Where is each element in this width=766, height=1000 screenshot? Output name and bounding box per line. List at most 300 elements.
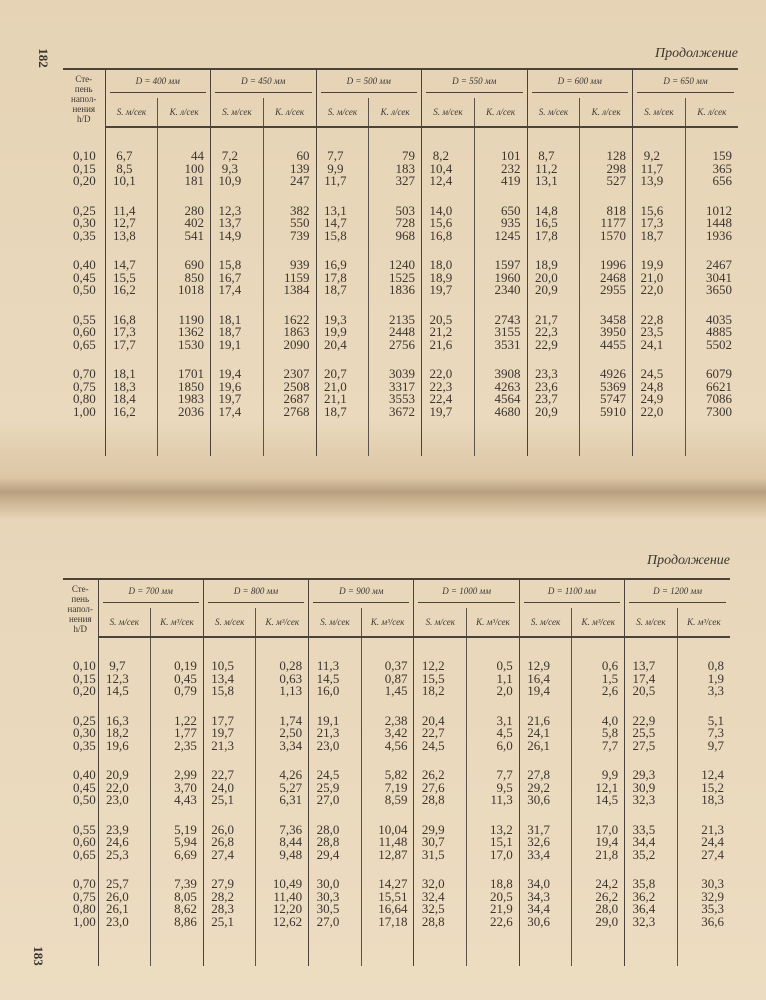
fill-degree-header: Сте- пень напол- нения h/D: [63, 69, 105, 127]
velocity-cell: 15,5: [105, 272, 158, 285]
discharge-subheader: K. м³/сек: [361, 608, 414, 637]
velocity-cell: 19,4: [211, 368, 264, 381]
discharge-cell: 2,6: [572, 685, 625, 698]
discharge-cell: 4,26: [256, 769, 309, 782]
velocity-cell: 29,4: [309, 849, 362, 862]
velocity-cell: 7,7: [316, 150, 369, 163]
discharge-subheader: K. л/сек: [158, 98, 211, 127]
discharge-cell: 16,64: [361, 903, 414, 916]
discharge-cell: 327: [369, 175, 422, 188]
discharge-cell: 550: [263, 217, 316, 230]
velocity-cell: 17,4: [211, 284, 264, 297]
discharge-cell: 6,69: [151, 849, 204, 862]
discharge-cell: 20,5: [467, 891, 520, 904]
discharge-cell: 14,27: [361, 878, 414, 891]
discharge-cell: 5,1: [677, 715, 730, 728]
fill-degree-cell: 0,50: [73, 792, 96, 807]
discharge-cell: 5,8: [572, 727, 625, 740]
discharge-cell: 8,86: [151, 916, 204, 929]
discharge-cell: 24,4: [677, 836, 730, 849]
discharge-cell: 1850: [158, 381, 211, 394]
discharge-cell: 4035: [685, 314, 738, 327]
velocity-cell: 18,1: [211, 314, 264, 327]
velocity-cell: 34,4: [625, 836, 678, 849]
discharge-cell: 4,43: [151, 794, 204, 807]
velocity-cell: 19,7: [422, 284, 475, 297]
discharge-cell: 3041: [685, 272, 738, 285]
velocity-cell: 19,7: [203, 727, 256, 740]
velocity-cell: 26,1: [519, 740, 572, 753]
diameter-header: [309, 579, 414, 608]
velocity-cell: 30,5: [309, 903, 362, 916]
discharge-cell: 1159: [263, 272, 316, 285]
diameter-header: [633, 69, 739, 98]
velocity-cell: 16,5: [527, 217, 580, 230]
discharge-cell: 181: [158, 175, 211, 188]
table-row: [63, 175, 738, 188]
discharge-cell: 12,4: [677, 769, 730, 782]
diameter-header: [211, 69, 317, 98]
discharge-cell: 0,19: [151, 660, 204, 673]
flow-table-top: [63, 68, 738, 456]
discharge-cell: 60: [263, 150, 316, 163]
velocity-cell: 34,0: [519, 878, 572, 891]
discharge-cell: 4564: [474, 393, 527, 406]
discharge-cell: 1448: [685, 217, 738, 230]
velocity-cell: 9,7: [98, 660, 151, 673]
velocity-cell: 22,0: [422, 368, 475, 381]
velocity-cell: 20,5: [422, 314, 475, 327]
flow-table-bottom: [63, 578, 730, 966]
velocity-cell: 31,7: [519, 824, 572, 837]
velocity-cell: 14,0: [422, 205, 475, 218]
velocity-cell: 16,9: [316, 259, 369, 272]
discharge-cell: 2,38: [361, 715, 414, 728]
fill-degree-cell: 1,00: [73, 403, 96, 419]
velocity-cell: 13,1: [527, 175, 580, 188]
velocity-cell: 22,9: [625, 715, 678, 728]
discharge-cell: 3553: [369, 393, 422, 406]
velocity-cell: 11,7: [316, 175, 369, 188]
discharge-cell: 1960: [474, 272, 527, 285]
velocity-cell: 21,0: [316, 381, 369, 394]
velocity-cell: 27,0: [309, 794, 362, 807]
velocity-cell: 25,5: [625, 727, 678, 740]
discharge-cell: 1012: [685, 205, 738, 218]
velocity-cell: 28,8: [414, 794, 467, 807]
velocity-cell: 12,9: [519, 660, 572, 673]
velocity-cell: 9,3: [211, 163, 264, 176]
diameter-label: D = 500 мм: [321, 76, 418, 93]
discharge-cell: 1240: [369, 259, 422, 272]
velocity-cell: 8,5: [105, 163, 158, 176]
discharge-cell: 7,19: [361, 782, 414, 795]
continuation-label-top: Продолжение: [655, 46, 738, 61]
velocity-cell: 17,7: [105, 339, 158, 352]
velocity-cell: 27,8: [519, 769, 572, 782]
discharge-cell: 247: [263, 175, 316, 188]
discharge-cell: 8,44: [256, 836, 309, 849]
velocity-subheader: S. м/сек: [211, 98, 264, 127]
discharge-cell: 3458: [580, 314, 633, 327]
discharge-subheader: K. м³/сек: [677, 608, 730, 637]
velocity-cell: 10,4: [422, 163, 475, 176]
discharge-cell: 3,42: [361, 727, 414, 740]
table-row: [63, 685, 730, 698]
velocity-cell: 22,3: [422, 381, 475, 394]
discharge-cell: 2340: [474, 284, 527, 297]
fill-degree-cell: 0,75: [73, 888, 96, 904]
velocity-cell: 20,4: [316, 339, 369, 352]
fill-degree-cell: 0,55: [73, 821, 96, 837]
velocity-cell: 12,4: [422, 175, 475, 188]
velocity-cell: 22,9: [527, 339, 580, 352]
velocity-cell: 36,2: [625, 891, 678, 904]
velocity-cell: 18,7: [211, 326, 264, 339]
discharge-cell: 12,20: [256, 903, 309, 916]
velocity-cell: 23,3: [527, 368, 580, 381]
discharge-cell: 0,87: [361, 673, 414, 686]
discharge-cell: 4926: [580, 368, 633, 381]
discharge-cell: 21,9: [467, 903, 520, 916]
fill-degree-cell: 0,35: [73, 737, 96, 753]
velocity-cell: 32,3: [625, 794, 678, 807]
velocity-cell: 8,7: [527, 150, 580, 163]
discharge-cell: 21,8: [572, 849, 625, 862]
velocity-subheader: S. м/сек: [422, 98, 475, 127]
velocity-cell: 9,2: [633, 150, 686, 163]
velocity-cell: 12,3: [98, 673, 151, 686]
velocity-cell: 18,9: [527, 259, 580, 272]
diameter-header: [422, 69, 528, 98]
discharge-cell: 850: [158, 272, 211, 285]
discharge-cell: 728: [369, 217, 422, 230]
velocity-cell: 19,9: [316, 326, 369, 339]
discharge-cell: 18,8: [467, 878, 520, 891]
discharge-cell: 0,45: [151, 673, 204, 686]
discharge-cell: 0,63: [256, 673, 309, 686]
discharge-cell: 5910: [580, 406, 633, 419]
velocity-cell: 28,2: [203, 891, 256, 904]
diameter-header: [527, 69, 633, 98]
discharge-cell: 79: [369, 150, 422, 163]
velocity-subheader: S. м/сек: [203, 608, 256, 637]
velocity-cell: 19,6: [98, 740, 151, 753]
discharge-cell: 2768: [263, 406, 316, 419]
discharge-cell: 1570: [580, 230, 633, 243]
velocity-cell: 33,5: [625, 824, 678, 837]
discharge-cell: 1622: [263, 314, 316, 327]
velocity-cell: 31,5: [414, 849, 467, 862]
discharge-cell: 402: [158, 217, 211, 230]
velocity-cell: 19,1: [211, 339, 264, 352]
velocity-cell: 34,3: [519, 891, 572, 904]
velocity-cell: 11,2: [527, 163, 580, 176]
velocity-cell: 20,0: [527, 272, 580, 285]
discharge-cell: 1936: [685, 230, 738, 243]
velocity-cell: 17,8: [527, 230, 580, 243]
velocity-cell: 21,7: [527, 314, 580, 327]
velocity-cell: 28,8: [414, 916, 467, 929]
velocity-cell: 17,4: [625, 673, 678, 686]
diameter-label: D = 650 мм: [637, 76, 734, 93]
discharge-cell: 4263: [474, 381, 527, 394]
velocity-cell: 28,8: [309, 836, 362, 849]
velocity-cell: 20,9: [527, 284, 580, 297]
velocity-cell: 11,3: [309, 660, 362, 673]
discharge-cell: 1,1: [467, 673, 520, 686]
velocity-cell: 36,4: [625, 903, 678, 916]
velocity-cell: 15,8: [316, 230, 369, 243]
velocity-cell: 13,9: [633, 175, 686, 188]
discharge-cell: 7,7: [572, 740, 625, 753]
discharge-cell: 5,94: [151, 836, 204, 849]
velocity-cell: 32,4: [414, 891, 467, 904]
velocity-cell: 27,6: [414, 782, 467, 795]
discharge-cell: 2687: [263, 393, 316, 406]
discharge-cell: 0,5: [467, 660, 520, 673]
diameter-label: D = 450 мм: [215, 76, 312, 93]
velocity-subheader: S. м/сек: [414, 608, 467, 637]
discharge-cell: 1525: [369, 272, 422, 285]
discharge-cell: 5369: [580, 381, 633, 394]
discharge-cell: 3672: [369, 406, 422, 419]
discharge-subheader: K. л/сек: [474, 98, 527, 127]
discharge-cell: 0,37: [361, 660, 414, 673]
discharge-cell: 280: [158, 205, 211, 218]
velocity-cell: 20,4: [414, 715, 467, 728]
velocity-cell: 18,7: [316, 406, 369, 419]
velocity-cell: 16,3: [98, 715, 151, 728]
discharge-cell: 3908: [474, 368, 527, 381]
velocity-cell: 19,7: [211, 393, 264, 406]
velocity-cell: 12,2: [414, 660, 467, 673]
discharge-cell: 4455: [580, 339, 633, 352]
velocity-cell: 16,2: [105, 406, 158, 419]
discharge-cell: 22,6: [467, 916, 520, 929]
discharge-cell: 2135: [369, 314, 422, 327]
discharge-cell: 6,0: [467, 740, 520, 753]
discharge-cell: 298: [580, 163, 633, 176]
diameter-header: [519, 579, 624, 608]
diameter-header: [105, 69, 211, 98]
discharge-cell: 2,0: [467, 685, 520, 698]
fill-degree-cell: 0,20: [73, 173, 96, 188]
velocity-cell: 18,9: [422, 272, 475, 285]
velocity-cell: 15,6: [633, 205, 686, 218]
fill-degree-cell: 0,10: [73, 148, 96, 163]
velocity-cell: 16,8: [105, 314, 158, 327]
velocity-cell: 26,1: [98, 903, 151, 916]
discharge-cell: 1,9: [677, 673, 730, 686]
fill-degree-cell: 0,15: [73, 160, 96, 176]
discharge-cell: 1,45: [361, 685, 414, 698]
diameter-header: [316, 69, 422, 98]
discharge-cell: 44: [158, 150, 211, 163]
table-row: [63, 284, 738, 297]
fill-degree-cell: 0,35: [73, 227, 96, 243]
velocity-cell: 25,1: [203, 794, 256, 807]
discharge-subheader: K. л/сек: [263, 98, 316, 127]
velocity-cell: 21,3: [309, 727, 362, 740]
diameter-label: D = 1100 мм: [524, 586, 620, 603]
discharge-cell: 0,79: [151, 685, 204, 698]
discharge-cell: 6,31: [256, 794, 309, 807]
discharge-cell: 11,3: [467, 794, 520, 807]
discharge-cell: 18,3: [677, 794, 730, 807]
velocity-cell: 18,2: [98, 727, 151, 740]
velocity-cell: 20,7: [316, 368, 369, 381]
discharge-cell: 8,62: [151, 903, 204, 916]
discharge-cell: 1177: [580, 217, 633, 230]
velocity-cell: 24,1: [519, 727, 572, 740]
velocity-cell: 21,1: [316, 393, 369, 406]
fill-degree-cell: 0,65: [73, 846, 96, 862]
discharge-cell: 2743: [474, 314, 527, 327]
discharge-cell: 3039: [369, 368, 422, 381]
discharge-cell: 1701: [158, 368, 211, 381]
discharge-cell: 10,04: [361, 824, 414, 837]
fill-degree-cell: 0,70: [73, 876, 96, 891]
velocity-cell: 27,5: [625, 740, 678, 753]
discharge-subheader: K. м³/сек: [151, 608, 204, 637]
velocity-cell: 25,7: [98, 878, 151, 891]
discharge-subheader: K. м³/сек: [256, 608, 309, 637]
velocity-cell: 22,0: [98, 782, 151, 795]
velocity-cell: 15,8: [211, 259, 264, 272]
discharge-cell: 15,2: [677, 782, 730, 795]
discharge-cell: 1,77: [151, 727, 204, 740]
fill-degree-cell: 0,80: [73, 901, 96, 916]
velocity-cell: 21,0: [633, 272, 686, 285]
discharge-cell: 11,40: [256, 891, 309, 904]
discharge-cell: 128: [580, 150, 633, 163]
discharge-cell: 1863: [263, 326, 316, 339]
velocity-cell: 13,7: [625, 660, 678, 673]
velocity-cell: 25,3: [98, 849, 151, 862]
velocity-cell: 23,5: [633, 326, 686, 339]
diameter-label: D = 900 мм: [313, 586, 409, 603]
discharge-cell: 7,3: [677, 727, 730, 740]
velocity-cell: 14,9: [211, 230, 264, 243]
discharge-cell: 5,19: [151, 824, 204, 837]
discharge-cell: 3950: [580, 326, 633, 339]
discharge-cell: 10,49: [256, 878, 309, 891]
diameter-header: [98, 579, 203, 608]
discharge-cell: 6079: [685, 368, 738, 381]
discharge-cell: 32,9: [677, 891, 730, 904]
discharge-cell: 139: [263, 163, 316, 176]
velocity-cell: 26,0: [203, 824, 256, 837]
velocity-cell: 32,5: [414, 903, 467, 916]
velocity-cell: 22,3: [527, 326, 580, 339]
discharge-cell: 650: [474, 205, 527, 218]
velocity-cell: 23,7: [527, 393, 580, 406]
discharge-cell: 27,4: [677, 849, 730, 862]
velocity-cell: 35,8: [625, 878, 678, 891]
discharge-cell: 1362: [158, 326, 211, 339]
discharge-cell: 3,1: [467, 715, 520, 728]
velocity-subheader: S. м/сек: [105, 98, 158, 127]
fill-degree-cell: 0,80: [73, 391, 96, 406]
discharge-cell: 1597: [474, 259, 527, 272]
velocity-cell: 19,6: [211, 381, 264, 394]
fill-degree-cell: 0,45: [73, 779, 96, 795]
page-number-top: 182: [35, 48, 51, 68]
fill-degree-cell: 0,60: [73, 834, 96, 849]
velocity-cell: 17,7: [203, 715, 256, 728]
fill-degree-cell: 0,20: [73, 683, 96, 698]
discharge-cell: 365: [685, 163, 738, 176]
diameter-label: D = 1200 мм: [629, 586, 726, 603]
velocity-cell: 16,4: [519, 673, 572, 686]
discharge-cell: 28,0: [572, 903, 625, 916]
discharge-cell: 1996: [580, 259, 633, 272]
fill-degree-cell: 0,75: [73, 378, 96, 394]
velocity-cell: 21,6: [519, 715, 572, 728]
fill-degree-header: Сте- пень напол- нения h/D: [63, 579, 98, 637]
discharge-cell: 2,50: [256, 727, 309, 740]
discharge-cell: 232: [474, 163, 527, 176]
discharge-cell: 9,48: [256, 849, 309, 862]
velocity-cell: 12,3: [211, 205, 264, 218]
velocity-cell: 13,7: [211, 217, 264, 230]
discharge-subheader: K. л/сек: [685, 98, 738, 127]
fill-degree-cell: 1,00: [73, 913, 96, 929]
discharge-cell: 7,39: [151, 878, 204, 891]
velocity-cell: 18,7: [316, 284, 369, 297]
velocity-cell: 17,3: [633, 217, 686, 230]
discharge-cell: 13,2: [467, 824, 520, 837]
discharge-cell: 4,0: [572, 715, 625, 728]
velocity-cell: 30,9: [625, 782, 678, 795]
velocity-subheader: S. м/сек: [98, 608, 151, 637]
discharge-cell: 968: [369, 230, 422, 243]
discharge-cell: 3650: [685, 284, 738, 297]
fill-degree-cell: 0,60: [73, 324, 96, 339]
table-row: [63, 849, 730, 862]
velocity-cell: 10,5: [203, 660, 256, 673]
diameter-label: D = 600 мм: [532, 76, 629, 93]
velocity-cell: 32,3: [625, 916, 678, 929]
velocity-cell: 15,5: [414, 673, 467, 686]
velocity-cell: 9,9: [316, 163, 369, 176]
velocity-cell: 23,6: [527, 381, 580, 394]
velocity-cell: 17,3: [105, 326, 158, 339]
velocity-subheader: S. м/сек: [625, 608, 678, 637]
discharge-cell: 9,5: [467, 782, 520, 795]
velocity-cell: 17,8: [316, 272, 369, 285]
discharge-cell: 36,6: [677, 916, 730, 929]
velocity-cell: 16,7: [211, 272, 264, 285]
velocity-cell: 30,3: [309, 891, 362, 904]
velocity-cell: 28,0: [309, 824, 362, 837]
velocity-cell: 19,4: [519, 685, 572, 698]
discharge-cell: 15,51: [361, 891, 414, 904]
velocity-cell: 10,1: [105, 175, 158, 188]
velocity-cell: 35,2: [625, 849, 678, 862]
discharge-cell: 939: [263, 259, 316, 272]
velocity-cell: 22,4: [422, 393, 475, 406]
velocity-cell: 11,4: [105, 205, 158, 218]
discharge-subheader: K. м³/сек: [572, 608, 625, 637]
velocity-cell: 22,0: [633, 406, 686, 419]
velocity-cell: 28,3: [203, 903, 256, 916]
discharge-cell: 29,0: [572, 916, 625, 929]
discharge-cell: 159: [685, 150, 738, 163]
velocity-cell: 24,8: [633, 381, 686, 394]
velocity-cell: 21,3: [203, 740, 256, 753]
